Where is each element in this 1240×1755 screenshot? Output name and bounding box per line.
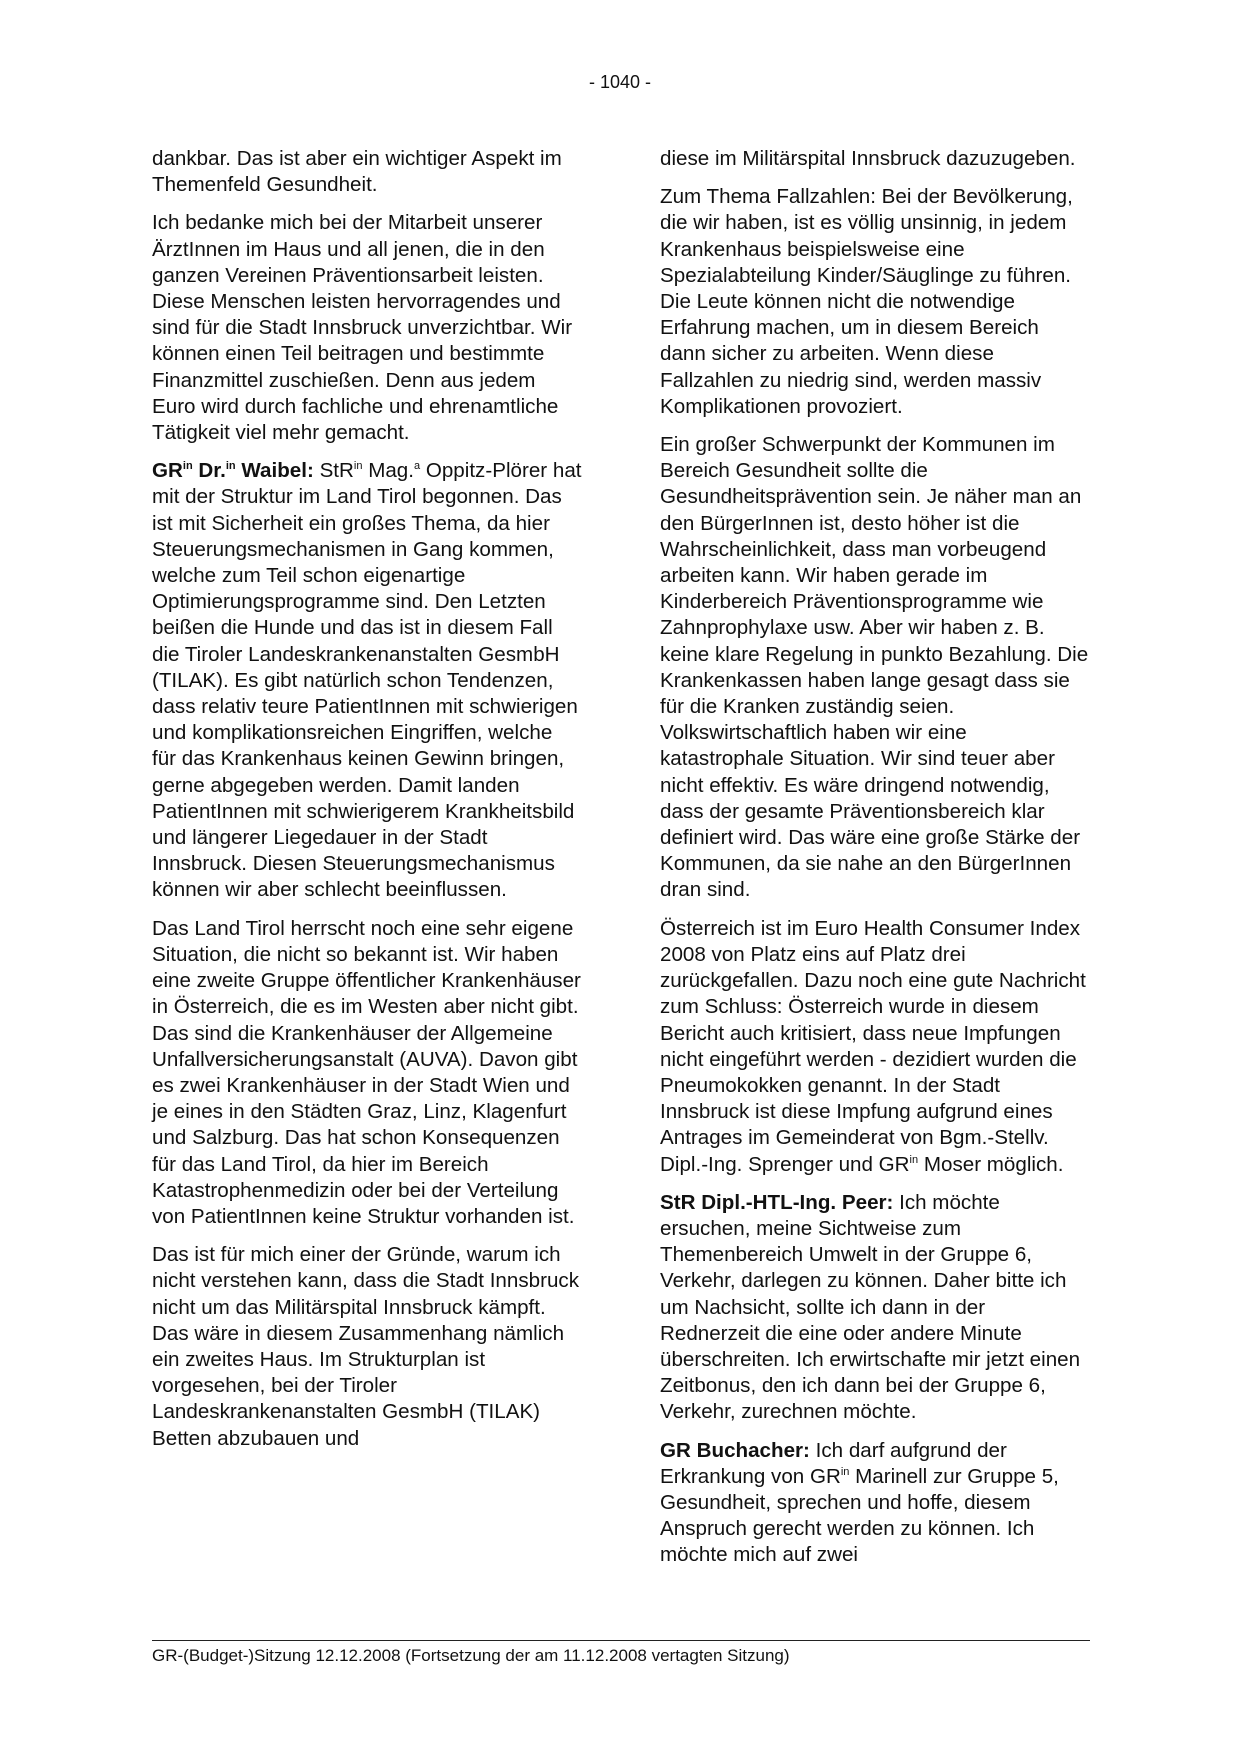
speaker-name: $GR^{in}$ Dr.$^{in}$ Waibel: xyxy=(152,459,314,483)
left-column xyxy=(152,146,582,1464)
speaker-name: StR Dipl.-HTL-Ing. Peer: xyxy=(660,1190,894,1214)
paragraph: Das Land Tirol herrscht noch eine sehr eigene Situation, die nicht so bekannt ist. Wir haben eine zweite Gruppe öffentlicher Krankenhäuser in Österreich, die es im Westen aber nicht gibt. Das sind die Krankenhäuser der Allgemeine Unfallversicherungsanstalt (AUVA). Davon gibt es zwei Krankenhäuser in der Stadt Wien und je eines in den Städten Graz, Linz, Klagenfurt und Salzburg. Das hat schon Konsequenzen für das Land Tirol, da hier im Bereich Katastrophenmedizin oder bei der Verteilung von PatientInnen keine Struktur vorhanden ist. xyxy=(152,916,581,1228)
footer-divider xyxy=(152,1640,1090,1641)
speech-waibel: $GR^{in}$ Dr.$^{in}$ Waibel: StR$^{in}$ Mag.$^a$ Oppitz-Plörer hat mit der Struktur im Land Tirol begonnen. Das ist mit Sicherheit ein großes Thema, da hier Steuerungsmechanismen in Gang kommen, welche zum Teil schon eigenartige Optimierungsprogramme sind. Den Letzten beißen die Hunde und das ist in diesem Fall die Tiroler Landeskrankenanstalten GesmbH (TILAK). Es gibt natürlich schon Tendenzen, dass relativ teure PatientInnen mit schwierigen und komplikationsreichen Eingriffen, welche für das Krankenhaus keinen Gewinn bringen, gerne abgegeben werden. Damit landen PatientInnen mit schwierigerem Krankheitsbild und längerer Liegedauer in der Stadt Innsbruck. Diesen Steuerungsmechanismus können wir aber schlecht beeinflussen. xyxy=(152,459,582,902)
paragraph: Ein großer Schwerpunkt der Kommunen im Bereich Gesundheit sollte die Gesundheitsprävention sein. Je näher man an den BürgerInnen ist, desto höher ist die Wahrscheinlichkeit, dass man vorbeugend arbeiten kann. Wir haben gerade im Kinderbereich Präventionsprogramme wie Zahnprophylaxe usw. Aber wir haben z. B. keine klare Regelung in punkto Bezahlung. Die Krankenkassen haben lange gesagt dass sie für die Kranken zuständig seien. Volkswirtschaftlich haben wir eine katastrophale Situation. Wir sind teuer aber nicht effektiv. Es wäre dringend notwendig, dass der gesamte Präventionsbereich klar definiert wird. Das wäre eine große Stärke der Kommunen, da sie nahe an den BürgerInnen dran sind. xyxy=(660,433,1089,902)
footer: GR-(Budget-)Sitzung 12.12.2008 (Fortsetzung der am 11.12.2008 vertagten Sitzung) xyxy=(152,1646,790,1665)
paragraph: Zum Thema Fallzahlen: Bei der Bevölkerung, die wir haben, ist es völlig unsinnig, in jedem Krankenhaus beispielsweise eine Spezialabteilung Kinder/Säuglinge zu führen. Die Leute können nicht die notwendige Erfahrung machen, um in diesem Bereich dann sicher zu arbeiten. Wenn diese Fallzahlen zu niedrig sind, werden massiv Komplikationen provoziert. xyxy=(660,185,1073,418)
paragraph: Österreich ist im Euro Health Consumer Index 2008 von Platz eins auf Platz drei zurückgefallen. Dazu noch eine gute Nachricht zum Schluss: Österreich wurde in diesem Bericht auch kritisiert, dass neue Impfungen nicht eingeführt werden - dezidiert wurden die Pneumokokken genannt. In der Stadt Innsbruck ist diese Impfung aufgrund eines Antrages im Gemeinderat von Bgm.-Stellv. Dipl.-Ing. Sprenger und $GR^{in}$ Moser möglich. xyxy=(660,916,1086,1176)
paragraph: dankbar. Das ist aber ein wichtiger Aspekt im Themenfeld Gesundheit. xyxy=(152,147,562,197)
speech-buchacher: GR Buchacher: Ich darf aufgrund der Erkrankung von $GR^{in}$ Marinell zur Gruppe 5, Gesundheit, sprechen und hoffe, diesem Anspruch gerecht werden zu können. Ich möchte mich auf zwei xyxy=(660,1438,1059,1567)
paragraph: Das ist für mich einer der Gründe, warum ich nicht verstehen kann, dass die Stadt Innsbruck nicht um das Militärspital Innsbruck kämpft. Das wäre in diesem Zusammenhang nämlich ein zweites Haus. Im Strukturplan ist vorgesehen, bei der Tiroler Landeskrankenanstalten GesmbH (TILAK) Betten abzubauen und xyxy=(152,1243,579,1450)
speaker-name: GR Buchacher: xyxy=(660,1438,810,1462)
page-number: - 1040 - xyxy=(588,72,652,92)
right-column xyxy=(660,146,1090,1581)
paragraph: diese im Militärspital Innsbruck dazuzugeben. xyxy=(660,147,1076,170)
speech-peer: StR Dipl.-HTL-Ing. Peer: Ich möchte ersuchen, meine Sichtweise zum Themenbereich Umwelt in der Gruppe 6, Verkehr, darlegen zu können. Daher bitte ich um Nachsicht, sollte ich dann in der Rednerzeit die eine oder andere Minute überschreiten. Ich erwirtschafte mir jetzt einen Zeitbonus, den ich dann bei der Gruppe 6, Verkehr, zurechnen möchte. xyxy=(660,1190,1081,1424)
paragraph: Ich bedanke mich bei der Mitarbeit unserer ÄrztInnen im Haus und all jenen, die in den ganzen Vereinen Präventionsarbeit leisten. Diese Menschen leisten hervorragendes und sind für die Stadt Innsbruck unverzichtbar. Wir können einen Teil beitragen und bestimmte Finanzmittel zuschießen. Denn aus jedem Euro wird durch fachliche und ehrenamtliche Tätigkeit viel mehr gemacht. xyxy=(152,211,573,445)
